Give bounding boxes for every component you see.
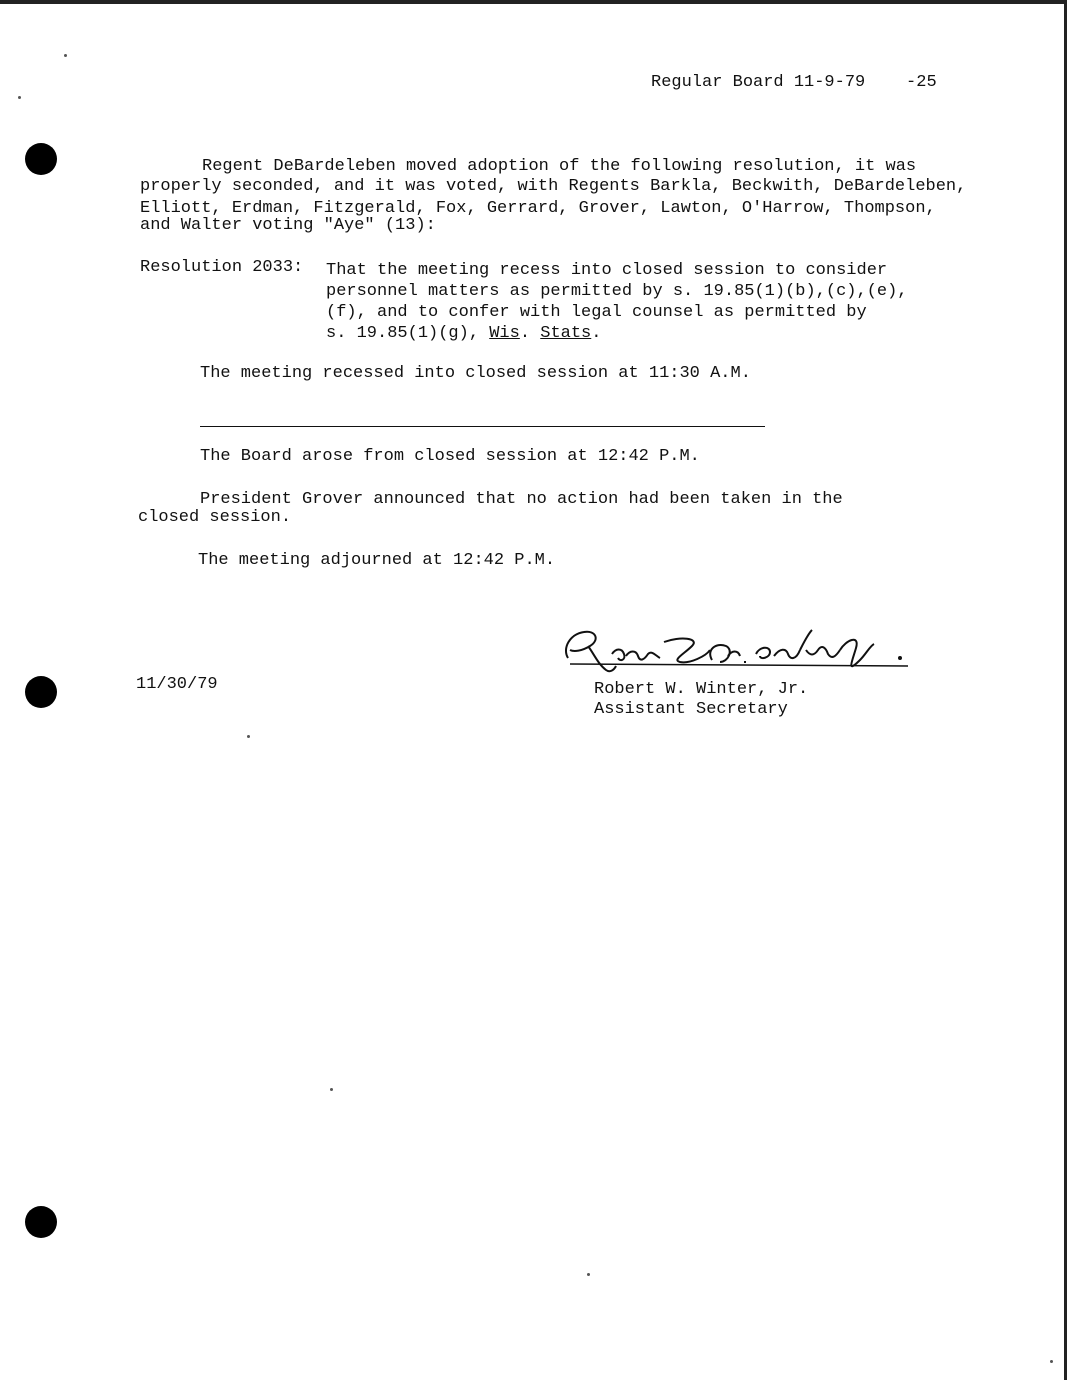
page-edge-top [0, 0, 1067, 4]
sentence-end: . [591, 324, 602, 343]
scan-speck [587, 1273, 590, 1276]
wis-abbrev: Wis [489, 324, 520, 343]
scan-speck [247, 735, 250, 738]
adjournment-statement: The meeting adjourned at 12:42 P.M. [198, 551, 556, 570]
motion-line-2: properly seconded, and it was voted, with Regents Barkla, Beckwith, DeBardeleben, [140, 177, 967, 196]
scan-speck [64, 54, 67, 57]
resolution-line-3: (f), and to confer with legal counsel as permitted by [326, 303, 867, 322]
arose-statement: The Board arose from closed session at 12:42 P.M. [200, 447, 700, 466]
signer-title: Assistant Secretary [594, 700, 788, 719]
resolution-line-4 [326, 324, 601, 344]
motion-line-4: and Walter voting "Aye" (13): [140, 216, 436, 235]
punch-hole-icon [25, 143, 57, 175]
signer-name: Robert W. Winter, Jr. [594, 680, 809, 699]
announcement-line-2: closed session. [138, 508, 292, 527]
scan-speck [18, 96, 21, 99]
section-divider [200, 426, 765, 427]
running-head: Regular Board 11-9-79 -25 [651, 73, 937, 92]
scan-speck [1050, 1360, 1053, 1363]
punch-hole-icon [25, 1206, 57, 1238]
resolution-citation: s. 19.85(1)(g), [326, 324, 490, 343]
handwritten-signature-icon [560, 620, 920, 680]
abbrev-separator: . [519, 324, 541, 343]
resolution-label: Resolution 2033: [140, 258, 304, 277]
stats-abbrev: Stats [540, 324, 592, 343]
recess-statement: The meeting recessed into closed session at 11:30 A.M. [200, 364, 751, 383]
announcement-line-1: President Grover announced that no action had been taken in the [200, 490, 843, 509]
punch-hole-icon [25, 676, 57, 708]
scan-speck [330, 1088, 333, 1091]
resolution-line-2: personnel matters as permitted by s. 19.85(1)(b),(c),(e), [326, 282, 908, 301]
minutes-date: 11/30/79 [136, 675, 218, 694]
motion-line-1: Regent DeBardeleben moved adoption of the following resolution, it was [202, 157, 917, 176]
resolution-line-1: That the meeting recess into closed session to consider [326, 261, 888, 280]
motion-line-3: Elliott, Erdman, Fitzgerald, Fox, Gerrard, Grover, Lawton, O'Harrow, Thompson, [140, 199, 936, 218]
